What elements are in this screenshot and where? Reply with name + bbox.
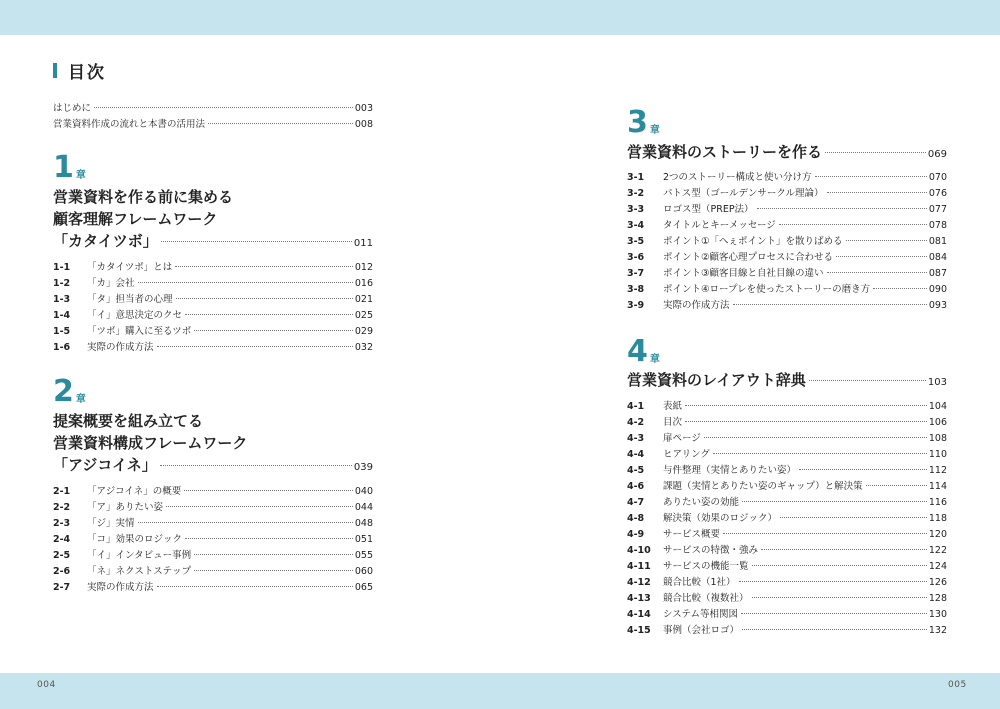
toc-entry[interactable] (627, 609, 947, 621)
section-page: 090 (928, 284, 947, 295)
leader-dots (752, 597, 927, 598)
toc-entry[interactable] (627, 172, 947, 184)
chapter-suffix: 章 (649, 125, 660, 136)
heading-marker (53, 63, 57, 78)
section-label: サービスの機能一覧 (663, 561, 749, 572)
leader-dots (157, 346, 353, 347)
leader-dots (704, 437, 927, 438)
section-label: パトス型（ゴールデンサークル理論） (663, 188, 824, 199)
section-page: 106 (928, 417, 947, 428)
section-label: システム等相関図 (663, 609, 739, 620)
section-page: 060 (354, 566, 373, 577)
toc-entry[interactable] (627, 449, 947, 461)
chapter-3-title-row[interactable] (627, 142, 947, 165)
section-page: 110 (928, 449, 947, 460)
toc-entry[interactable] (627, 401, 947, 413)
section-number: 4-8 (627, 513, 645, 524)
section-label: 課題（実情とありたい姿のギャップ）と解決策 (663, 481, 863, 492)
section-number: 1-4 (53, 310, 71, 321)
toc-entry[interactable] (627, 284, 947, 296)
leader-dots (742, 501, 927, 502)
toc-entry-workflow[interactable] (53, 119, 373, 131)
section-number: 2-3 (53, 518, 71, 529)
toc-entry[interactable] (53, 518, 373, 530)
section-number: 1-2 (53, 278, 71, 289)
chapter-page: 039 (353, 462, 373, 473)
chapter-digit: 2 (53, 374, 74, 409)
section-number: 3-7 (627, 268, 645, 279)
toc-entry[interactable] (53, 566, 373, 578)
chapter-page: 011 (353, 238, 373, 249)
chapter-2-title-line-2: 営業資料構成フレームワーク (53, 434, 248, 452)
page-number-right: 005 (948, 680, 967, 690)
toc-entry[interactable] (53, 294, 373, 306)
toc-entry[interactable] (627, 481, 947, 493)
section-label: 与件整理（実情とありたい姿） (663, 465, 797, 476)
toc-entry[interactable] (627, 593, 947, 605)
leader-dots (761, 549, 927, 550)
chapter-4-number (627, 334, 660, 369)
section-page: 084 (928, 252, 947, 263)
toc-entry[interactable] (627, 625, 947, 637)
section-page: 016 (354, 278, 373, 289)
section-page: 044 (354, 502, 373, 513)
section-page: 093 (928, 300, 947, 311)
page-number-left: 004 (37, 680, 56, 690)
leader-dots (836, 256, 927, 257)
toc-entry[interactable] (53, 326, 373, 338)
section-number: 4-12 (627, 577, 651, 588)
toc-entry[interactable] (627, 529, 947, 541)
toc-entry[interactable] (53, 278, 373, 290)
section-page: 012 (354, 262, 373, 273)
section-number: 1-5 (53, 326, 71, 337)
section-page: 130 (928, 609, 947, 620)
section-page: 124 (928, 561, 947, 572)
leader-dots (160, 465, 352, 466)
chapter-1-title-line-1: 営業資料を作る前に集める (53, 188, 234, 206)
toc-entry[interactable] (53, 550, 373, 562)
leader-dots (723, 533, 927, 534)
section-page: 051 (354, 534, 373, 545)
section-label: 事例（会社ロゴ） (663, 625, 740, 636)
toc-entry[interactable] (627, 236, 947, 248)
section-page: 070 (928, 172, 947, 183)
leader-dots (779, 224, 927, 225)
chapter-1-title-row[interactable] (53, 231, 373, 254)
section-number: 3-2 (627, 188, 645, 199)
section-page: 118 (928, 513, 947, 524)
section-label: ポイント④ロープレを使ったストーリーの磨き方 (663, 284, 871, 295)
section-number: 2-5 (53, 550, 71, 561)
section-label: 「カタイツボ」とは (87, 262, 173, 273)
section-label: ありたい姿の効能 (663, 497, 740, 508)
section-number: 2-4 (53, 534, 71, 545)
leader-dots (175, 266, 353, 267)
leader-dots (184, 490, 353, 491)
toc-entry[interactable] (53, 582, 373, 594)
section-label: 解決策（効果のロジック） (663, 513, 778, 524)
toc-entry[interactable] (627, 300, 947, 312)
leader-dots (815, 176, 927, 177)
toc-entry[interactable] (627, 220, 947, 232)
leader-dots (138, 522, 353, 523)
section-page: 055 (354, 550, 373, 561)
entry-page: 003 (354, 103, 373, 114)
section-label: 「イ」インタビュー事例 (87, 550, 192, 561)
chapter-title-last: 営業資料のストーリーを作る (627, 143, 823, 161)
section-number: 1-6 (53, 342, 71, 353)
leader-dots (161, 241, 352, 242)
chapter-page: 069 (927, 149, 947, 160)
chapter-digit: 3 (627, 105, 648, 140)
section-number: 4-7 (627, 497, 645, 508)
section-page: 025 (354, 310, 373, 321)
toc-entry[interactable] (627, 433, 947, 445)
toc-entry[interactable] (53, 310, 373, 322)
section-label: 「アジコイネ」の概要 (87, 486, 182, 497)
leader-dots (208, 123, 353, 124)
chapter-1-number (53, 150, 86, 185)
section-number: 2-7 (53, 582, 71, 593)
leader-dots (185, 538, 353, 539)
section-page: 029 (354, 326, 373, 337)
section-number: 3-5 (627, 236, 645, 247)
section-number: 3-4 (627, 220, 645, 231)
toc-entry[interactable] (627, 497, 947, 509)
section-number: 4-3 (627, 433, 645, 444)
leader-dots (866, 485, 927, 486)
section-label: 競合比較（複数社） (663, 593, 749, 604)
leader-dots (827, 272, 927, 273)
section-label: 競合比較（1社） (663, 577, 736, 588)
section-page: 116 (928, 497, 947, 508)
toc-entry[interactable] (627, 188, 947, 200)
chapter-1-title-line-2: 顧客理解フレームワーク (53, 210, 218, 228)
section-number: 3-8 (627, 284, 645, 295)
leader-dots (194, 554, 353, 555)
section-number: 4-15 (627, 625, 651, 636)
section-label: サービスの特徴・強み (663, 545, 759, 556)
section-page: 076 (928, 188, 947, 199)
toc-entry[interactable] (53, 534, 373, 546)
toc-entry[interactable] (627, 268, 947, 280)
toc-title: 目次 (68, 63, 106, 83)
section-page: 122 (928, 545, 947, 556)
toc-entry-intro[interactable] (53, 103, 373, 115)
toc-entry[interactable] (627, 465, 947, 477)
chapter-digit: 1 (53, 150, 74, 185)
section-label: タイトルとキーメッセージ (663, 220, 776, 231)
section-number: 4-4 (627, 449, 645, 460)
section-number: 1-1 (53, 262, 71, 273)
leader-dots (827, 192, 927, 193)
section-number: 3-1 (627, 172, 645, 183)
section-page: 077 (928, 204, 947, 215)
leader-dots (685, 405, 927, 406)
section-label: 実際の作成方法 (87, 342, 154, 353)
chapter-suffix: 章 (75, 394, 86, 405)
section-number: 3-3 (627, 204, 645, 215)
section-label: ポイント②顧客心理プロセスに合わせる (663, 252, 834, 263)
section-page: 021 (354, 294, 373, 305)
chapter-title-last: 「アジコイネ」 (53, 456, 157, 474)
leader-dots (825, 152, 926, 153)
section-label: 「ネ」ネクストステップ (87, 566, 192, 577)
section-page: 065 (354, 582, 373, 593)
leader-dots (739, 581, 927, 582)
leader-dots (685, 421, 927, 422)
section-label: 「コ」効果のロジック (87, 534, 183, 545)
section-page: 128 (928, 593, 947, 604)
section-label: 実際の作成方法 (87, 582, 154, 593)
toc-entry[interactable] (627, 417, 947, 429)
section-page: 104 (928, 401, 947, 412)
section-label: ロゴス型（PREP法） (663, 204, 754, 215)
entry-page: 008 (354, 119, 373, 130)
leader-dots (166, 506, 353, 507)
section-label: ポイント③顧客目線と自社目線の違い (663, 268, 824, 279)
chapter-title-last: 「カタイツボ」 (53, 232, 158, 250)
section-label: 2つのストーリー構成と使い分け方 (663, 172, 812, 183)
chapter-2-title-line-1: 提案概要を組み立てる (53, 412, 204, 430)
leader-dots (752, 565, 927, 566)
section-number: 4-11 (627, 561, 651, 572)
section-number: 4-5 (627, 465, 645, 476)
toc-entry[interactable] (627, 513, 947, 525)
section-page: 048 (354, 518, 373, 529)
section-number: 4-9 (627, 529, 645, 540)
leader-dots (94, 107, 353, 108)
section-label: 扉ページ (663, 433, 701, 444)
toc-entry[interactable] (627, 252, 947, 264)
entry-label: はじめに (53, 103, 92, 114)
leader-dots (713, 453, 927, 454)
section-label: 表紙 (663, 401, 683, 412)
section-page: 040 (354, 486, 373, 497)
section-number: 4-14 (627, 609, 651, 620)
section-number: 2-2 (53, 502, 71, 513)
section-page: 078 (928, 220, 947, 231)
leader-dots (194, 570, 353, 571)
chapter-title-last: 営業資料のレイアウト辞典 (627, 371, 806, 389)
toc-entry[interactable] (53, 486, 373, 498)
header-band (0, 0, 1000, 35)
section-label: ポイント①「へぇポイント」を散りばめる (663, 236, 843, 247)
leader-dots (742, 629, 927, 630)
section-number: 2-6 (53, 566, 71, 577)
section-number: 3-9 (627, 300, 645, 311)
section-label: サービス概要 (663, 529, 721, 540)
section-page: 108 (928, 433, 947, 444)
section-label: 実際の作成方法 (663, 300, 730, 311)
leader-dots (185, 314, 353, 315)
chapter-3-number (627, 105, 660, 140)
toc-entry[interactable] (627, 545, 947, 557)
section-page: 114 (928, 481, 947, 492)
section-number: 3-6 (627, 252, 645, 263)
section-number: 2-1 (53, 486, 71, 497)
section-label: 「ジ」実情 (87, 518, 135, 529)
leader-dots (780, 517, 927, 518)
toc-entry[interactable] (53, 342, 373, 354)
section-label: 目次 (663, 417, 683, 428)
section-number: 4-10 (627, 545, 651, 556)
entry-label: 営業資料作成の流れと本書の活用法 (53, 119, 206, 130)
section-label: 「タ」担当者の心理 (87, 294, 173, 305)
section-page: 120 (928, 529, 947, 540)
leader-dots (194, 330, 353, 331)
section-label: ヒアリング (663, 449, 710, 460)
chapter-4-title-row[interactable] (627, 370, 947, 393)
leader-dots (176, 298, 353, 299)
section-page: 032 (354, 342, 373, 353)
section-label: 「ア」ありたい姿 (87, 502, 164, 513)
toc-entry[interactable] (627, 577, 947, 589)
leader-dots (741, 613, 927, 614)
chapter-2-title-row[interactable] (53, 455, 373, 478)
leader-dots (733, 304, 927, 305)
section-page: 081 (928, 236, 947, 247)
chapter-suffix: 章 (649, 354, 660, 365)
leader-dots (138, 282, 353, 283)
leader-dots (157, 586, 353, 587)
section-page: 126 (928, 577, 947, 588)
chapter-digit: 4 (627, 334, 648, 369)
section-number: 4-1 (627, 401, 645, 412)
toc-entry[interactable] (627, 204, 947, 216)
chapter-page: 103 (927, 377, 947, 388)
section-label: 「ツボ」購入に至るツボ (87, 326, 192, 337)
toc-entry[interactable] (53, 262, 373, 274)
section-label: 「イ」意思決定のクセ (87, 310, 183, 321)
leader-dots (799, 469, 927, 470)
section-number: 1-3 (53, 294, 71, 305)
section-label: 「カ」会社 (87, 278, 135, 289)
leader-dots (757, 208, 927, 209)
section-number: 4-2 (627, 417, 645, 428)
toc-entry[interactable] (627, 561, 947, 573)
section-page: 087 (928, 268, 947, 279)
section-number: 4-13 (627, 593, 651, 604)
footer-band (0, 673, 1000, 709)
section-number: 4-6 (627, 481, 645, 492)
section-page: 112 (928, 465, 947, 476)
leader-dots (846, 240, 927, 241)
chapter-2-number (53, 374, 86, 409)
toc-entry[interactable] (53, 502, 373, 514)
section-page: 132 (928, 625, 947, 636)
leader-dots (873, 288, 927, 289)
chapter-suffix: 章 (75, 170, 86, 181)
leader-dots (809, 380, 926, 381)
toc-heading (53, 58, 106, 83)
